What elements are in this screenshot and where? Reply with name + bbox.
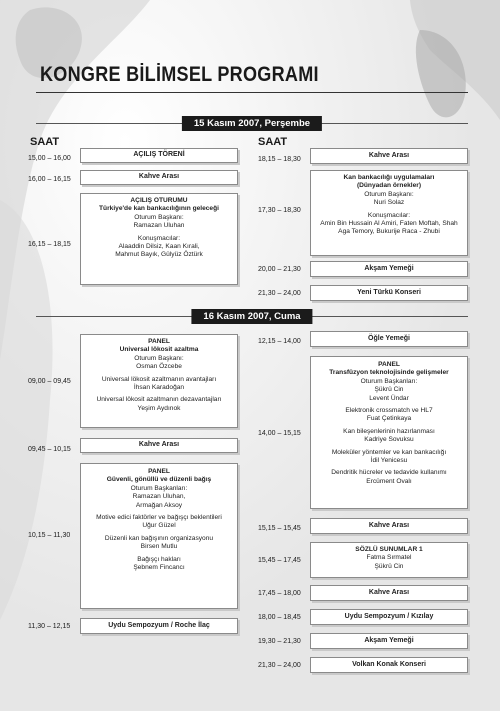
speakers-line: Alaaddin Dilsiz, Kaan Kırali,: [118, 243, 200, 251]
session-heading: PANEL: [148, 338, 170, 345]
talk-speaker: Şebnem Fincancı: [133, 564, 185, 572]
talk-title: Bağışçı hakları: [137, 555, 181, 563]
talk-speaker: Fuat Çetinkaya: [366, 415, 412, 423]
chair-name: Şükrü Cin: [374, 562, 404, 570]
talk-title: Kan bileşenlerinin hazırlanması: [343, 427, 435, 435]
chair-name: Armağan Aksoy: [135, 501, 183, 509]
day-label: 16 Kasım 2007, Cuma: [191, 309, 312, 324]
session-heading: SÖZLÜ SUNUMLAR 1: [355, 546, 423, 553]
chair-name: Ramazan Uluhan: [133, 222, 185, 230]
time-slot: 18,15 – 18,30: [258, 156, 301, 163]
talk-title: Motive edici faktörler ve bağışçı beklentileri: [96, 514, 222, 522]
speakers-label: Konuşmacılar:: [367, 211, 411, 219]
chair-name: Ramazan Uluhan,: [132, 493, 186, 501]
session-topic: Türkiye'de kan bankacılığının geleceği: [99, 205, 219, 213]
time-slot: 16,15 – 18,15: [28, 241, 71, 248]
session-coffee-break: Kahve Arası: [310, 148, 468, 164]
talk-speaker: Ercüment Ovalı: [366, 477, 412, 485]
speakers-label: Konuşmacılar:: [137, 234, 181, 242]
talk-title: Düzenli kan bağışının organizasyonu: [104, 534, 214, 542]
session-topic: Güvenli, gönüllü ve düzenli bağış: [106, 476, 212, 484]
chair-label: Oturum Başkanı:: [364, 190, 414, 198]
day-label: 15 Kasım 2007, Perşembe: [182, 116, 322, 131]
time-slot: 10,15 – 11,30: [28, 532, 71, 539]
talk-speaker: Yeşim Aydınok: [137, 404, 181, 412]
session-satellite-kizilay: Uydu Sempozyum / Kızılay: [310, 609, 468, 625]
session-coffee-break: Kahve Arası: [310, 518, 468, 534]
time-slot: 15,45 – 17,45: [258, 557, 301, 564]
session-coffee-break: Kahve Arası: [80, 170, 238, 185]
speakers-line: Mahmut Bayık, Gülyüz Öztürk: [115, 251, 203, 259]
talk-title: Dendritik hücreler ve tedavide kullanımı: [331, 469, 447, 477]
talk-title: Universal lökosit azaltmanın dezavantajları: [96, 396, 222, 404]
time-slot: 18,00 – 18,45: [258, 614, 301, 621]
time-slot: 09,45 – 10,15: [28, 446, 71, 453]
chair-name: Şükrü Cin: [374, 386, 404, 394]
session-concert: Volkan Konak Konseri: [310, 657, 468, 673]
session-lunch: Öğle Yemeği: [310, 331, 468, 347]
time-slot: 21,30 – 24,00: [258, 662, 301, 669]
session-satellite-roche: Uydu Sempozyum / Roche İlaç: [80, 618, 238, 634]
time-slot: 21,30 – 24,00: [258, 290, 301, 297]
time-slot: 09,00 – 09,45: [28, 378, 71, 385]
talk-title: Universal lökosit azaltmanın avantajları: [101, 375, 217, 383]
time-slot: 19,30 – 21,30: [258, 638, 301, 645]
chair-name: Levent Ündar: [369, 394, 409, 402]
session-topic: (Dünyadan örnekler): [356, 182, 422, 190]
time-slot: 11,30 – 12,15: [28, 623, 71, 630]
talk-speaker: İhsan Karadoğan: [133, 384, 185, 392]
chair-label: Oturum Başkanları:: [130, 484, 188, 492]
session-opening-ceremony: AÇILIŞ TÖRENİ: [80, 148, 238, 163]
session-topic: Transfüzyon teknolojisinde gelişmeler: [329, 369, 449, 377]
session-panel-donation: [80, 463, 238, 609]
page-title: KONGRE BİLİMSEL PROGRAMI: [40, 63, 319, 86]
speakers-line: Aga Temory, Bukurije Raca - Zhubi: [338, 228, 440, 236]
talk-speaker: Uğur Güzel: [142, 522, 176, 530]
time-slot: 17,45 – 18,00: [258, 590, 301, 597]
chair-name: Osman Özcebe: [136, 363, 182, 371]
chair-name: Nuri Solaz: [373, 199, 405, 207]
time-slot: 16,00 – 16,15: [28, 176, 71, 183]
session-coffee-break: Kahve Arası: [80, 438, 238, 453]
session-panel-leukocyte: [80, 334, 238, 428]
session-opening-panel: [80, 193, 238, 285]
session-heading: PANEL: [378, 361, 400, 368]
day-header-1: [36, 116, 468, 131]
session-oral-presentations: [310, 542, 468, 578]
chair-label: Oturum Başkanı:: [134, 354, 184, 362]
session-blood-banking-world: [310, 170, 468, 256]
time-slot: 12,15 – 14,00: [258, 338, 301, 345]
day-header-2: [36, 309, 468, 324]
time-slot: 15,00 – 16,00: [28, 155, 71, 162]
session-coffee-break: Kahve Arası: [310, 585, 468, 601]
time-slot: 17,30 – 18,30: [258, 207, 301, 214]
session-dinner: Akşam Yemeği: [310, 633, 468, 649]
talk-speaker: Kadriye Sovuksu: [364, 436, 414, 444]
session-panel-transfusion: [310, 356, 468, 509]
speakers-line: Amin Bin Hussain Al Amiri, Faten Moftah, Shah: [320, 220, 458, 228]
session-heading: PANEL: [148, 468, 170, 475]
session-concert: Yeni Türkü Konseri: [310, 285, 468, 301]
talk-speaker: Birsen Mutlu: [140, 543, 178, 551]
session-dinner: Akşam Yemeği: [310, 261, 468, 277]
session-heading: Kan bankacılığı uygulamaları: [343, 174, 435, 181]
session-topic: Universal lökosit azaltma: [119, 346, 199, 354]
chair-label: Oturum Başkanı:: [134, 213, 184, 221]
session-heading: AÇILIŞ OTURUMU: [130, 197, 188, 204]
talk-title: Moleküler yöntemler ve kan bankacılığı: [331, 448, 447, 456]
saat-label-right: SAAT: [258, 136, 288, 148]
title-underline: [36, 92, 468, 93]
time-slot: 15,15 – 15,45: [258, 525, 301, 532]
time-slot: 20,00 – 21,30: [258, 266, 301, 273]
chair-name: Fatma Sırmatel: [366, 554, 412, 562]
time-slot: 14,00 – 15,15: [258, 430, 301, 437]
saat-label-left: SAAT: [30, 136, 60, 148]
talk-speaker: İdil Yenicesu: [370, 457, 408, 465]
talk-title: Elektronik crossmatch ve HL7: [345, 407, 433, 415]
chair-label: Oturum Başkanları:: [360, 377, 418, 385]
